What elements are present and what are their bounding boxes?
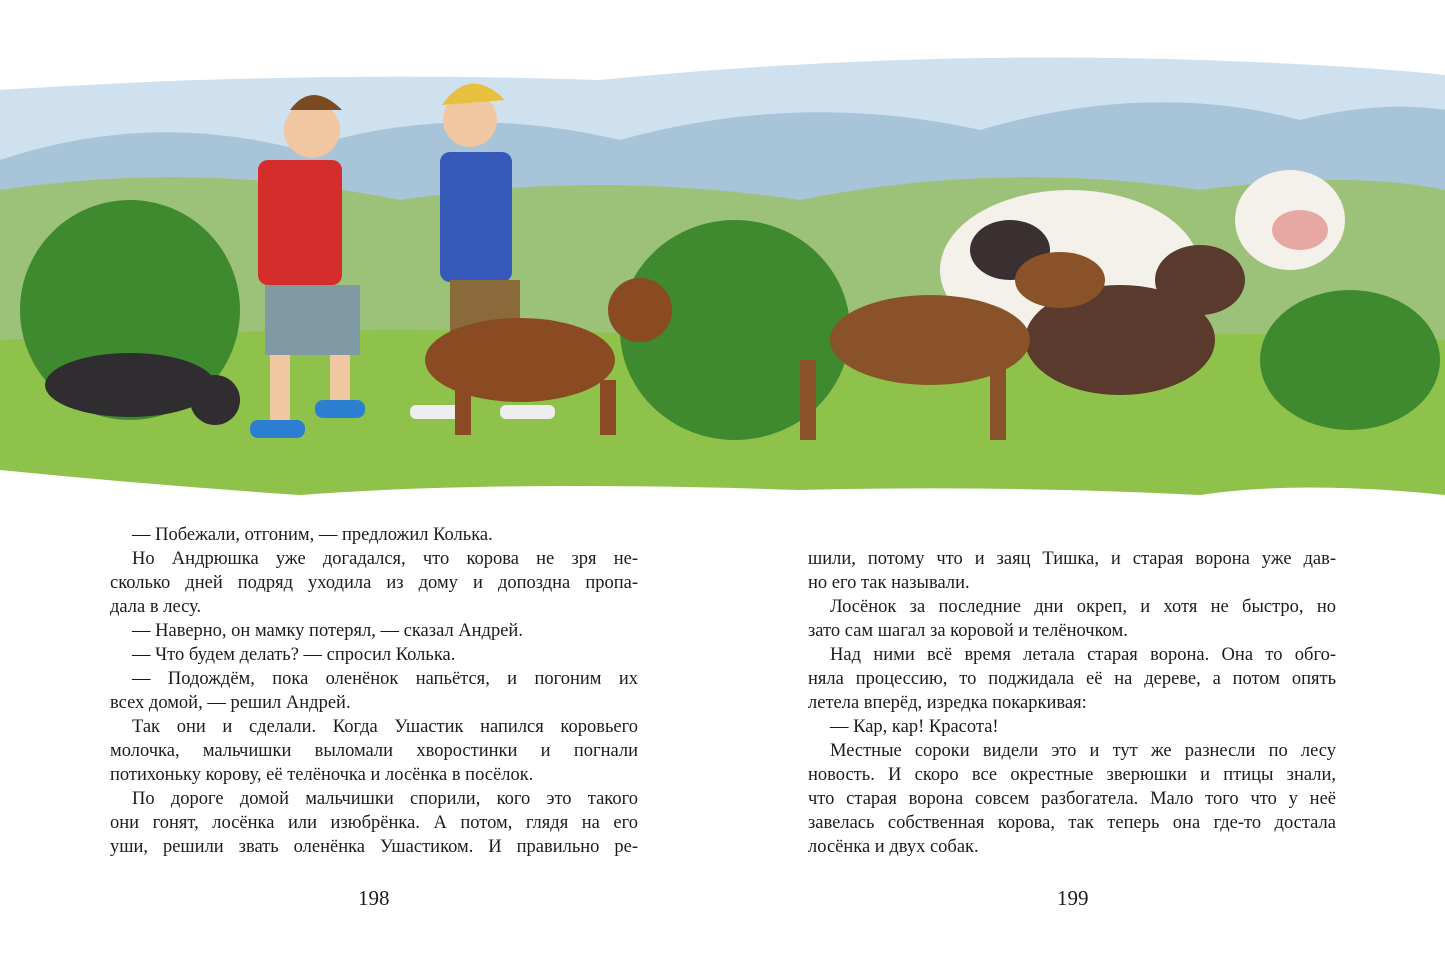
paragraph: [808, 739, 1336, 859]
text-line: молочка, мальчишки выломали хворостинки и погнали: [110, 741, 638, 761]
paragraph: [110, 643, 638, 667]
text-line: зато сам шагал за коровой и телёночком.: [808, 621, 1128, 641]
page-number-left: 198: [358, 886, 390, 910]
text-line: уши, решили звать оленёнка Ушастиком. И правильно ре-: [110, 837, 638, 857]
text-line: Над ними всё время летала старая ворона. Она то обго-: [830, 645, 1336, 665]
paragraph: [110, 787, 638, 859]
paragraph: [110, 619, 638, 643]
text-line: Лосёнок за последние дни окреп, и хотя не быстро, но: [830, 597, 1336, 617]
page-number-right: 199: [1057, 886, 1089, 910]
text-line: Так они и сделали. Когда Ушастик напился коровьего: [132, 717, 638, 737]
text-line: По дороге домой мальчишки спорили, кого это такого: [132, 789, 638, 809]
text-line: новость. И скоро все окрестные зверюшки и птицы знали,: [808, 765, 1336, 785]
paragraph: [110, 547, 638, 619]
paragraph: [110, 715, 638, 787]
text-line: они гонят, лосёнка или изюбрёнка. А потом, глядя на его: [110, 813, 638, 833]
text-line: но его так называли.: [808, 573, 970, 593]
text-line: сколько дней подряд уходила из дому и допоздна пропа-: [110, 573, 638, 593]
text-line: — Побежали, отгоним, — предложил Колька.: [132, 525, 493, 545]
text-line: шили, потому что и заяц Тишка, и старая ворона уже дав-: [808, 549, 1336, 569]
text-line: лосёнка и двух собак.: [808, 837, 979, 857]
right-page-text: [808, 547, 1336, 859]
paragraph: [110, 667, 638, 715]
bush-right: [1260, 290, 1440, 430]
text-line: всех домой, — решил Андрей.: [110, 693, 351, 713]
text-line: Но Андрюшка уже догадался, что корова не зря не-: [132, 549, 638, 569]
text-line: что старая ворона совсем разбогатела. Мало того что у неё: [808, 789, 1336, 809]
text-line: — Что будем делать? — спросил Колька.: [132, 645, 456, 665]
paragraph: [110, 523, 638, 547]
paragraph: [808, 547, 1336, 595]
illustration-boys-animals-meadow: [0, 40, 1445, 510]
text-line: — Кар, кар! Красота!: [830, 717, 999, 737]
text-line: потихоньку корову, её телёночка и лосёнка в посёлок.: [110, 765, 534, 785]
text-line: завелась собственная корова, так теперь она где-то достала: [808, 813, 1336, 833]
paragraph: [808, 643, 1336, 715]
text-line: летела вперёд, изредка покаркивая:: [808, 693, 1087, 713]
text-line: Местные сороки видели это и тут же разнесли по лесу: [830, 741, 1336, 761]
text-line: — Наверно, он мамку потерял, — сказал Андрей.: [132, 621, 523, 641]
text-line: дала в лесу.: [110, 597, 202, 617]
left-page-text: [110, 523, 638, 859]
text-line: — Подождём, пока оленёнок напьётся, и погоним их: [132, 669, 638, 689]
text-line: няла процессию, то поджидала её на дереве, а потом опять: [808, 669, 1336, 689]
paragraph: [808, 595, 1336, 643]
paragraph: [808, 715, 1336, 739]
